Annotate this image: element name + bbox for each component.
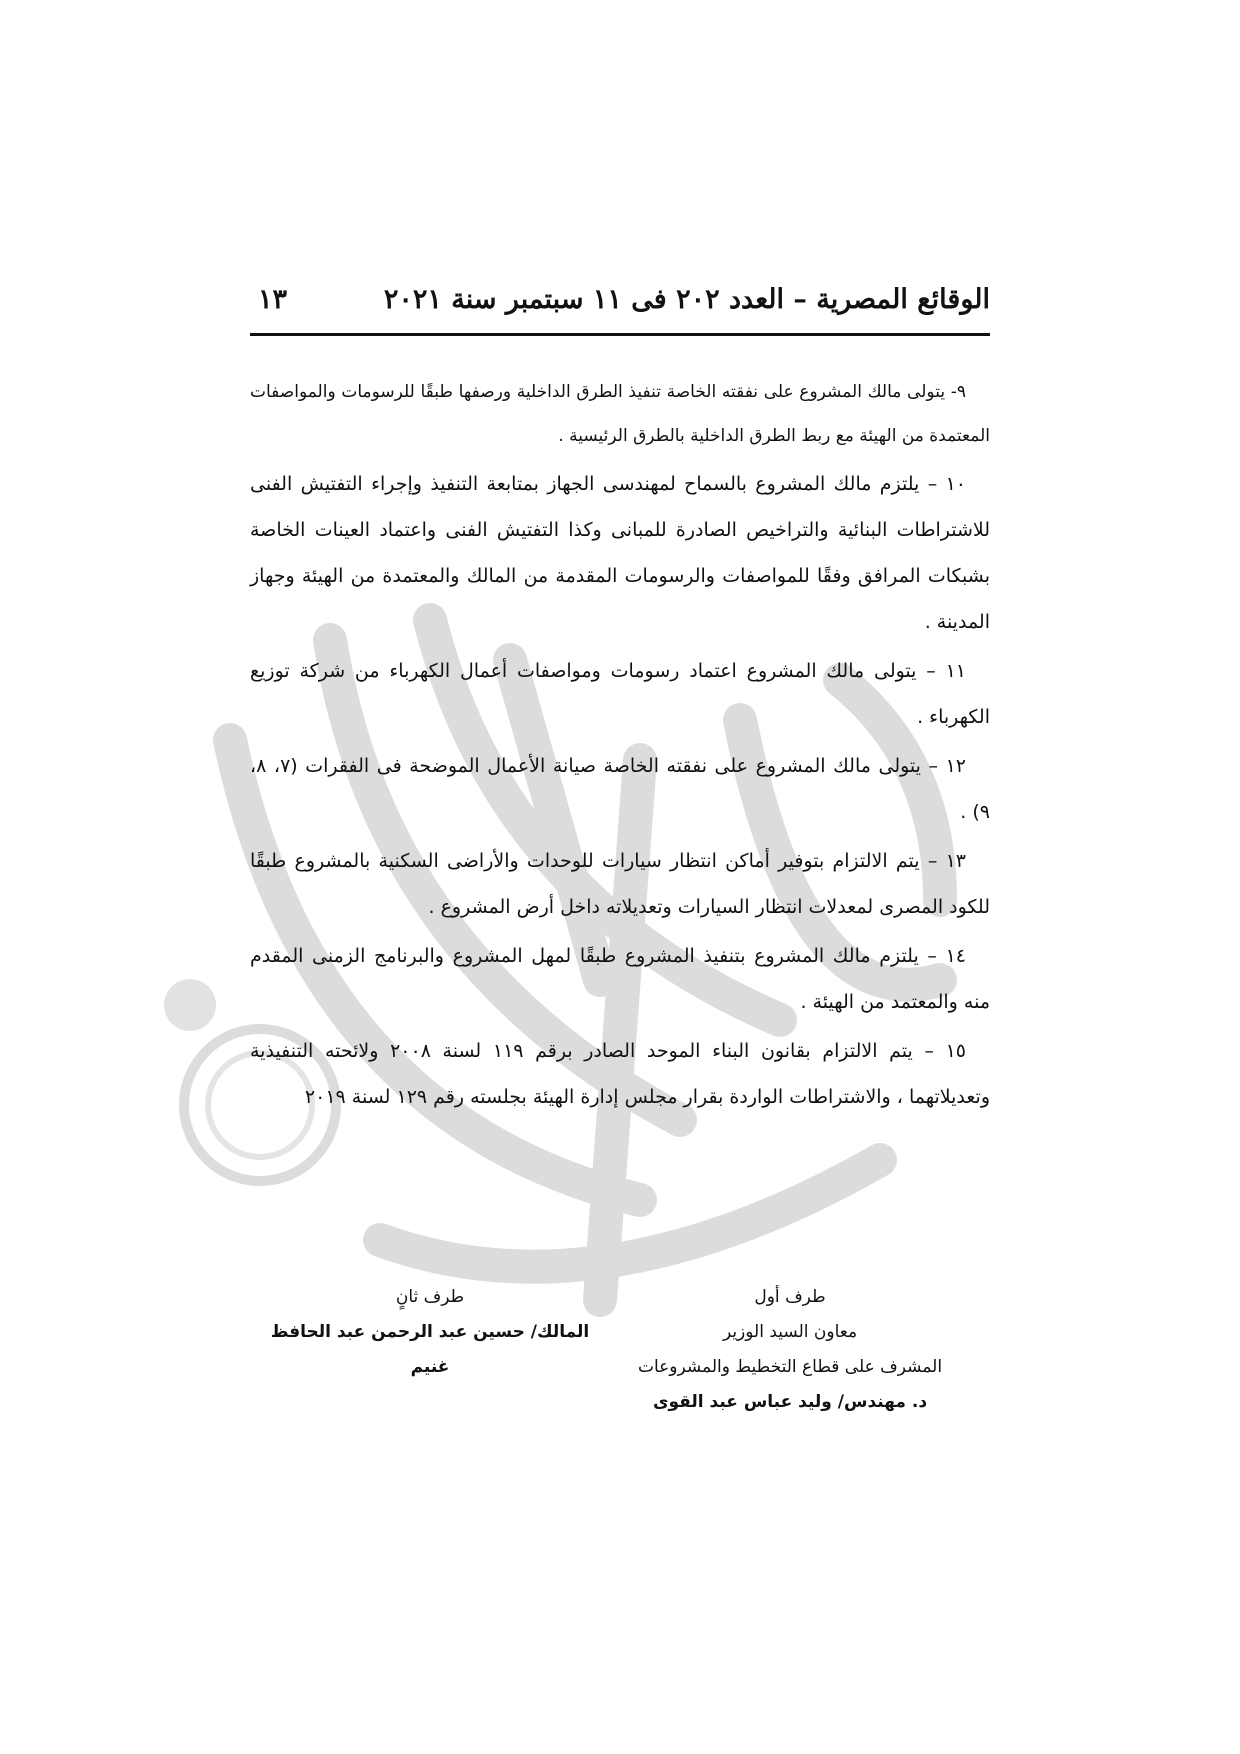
page-header bbox=[250, 278, 990, 328]
first-party-signature bbox=[590, 1280, 990, 1420]
document-body bbox=[250, 370, 990, 1123]
clause-text: ١٠ – يلتزم مالك المشروع بالسماح لمهندسى الجهاز بمتابعة التنفيذ وإجراء التفتيش الفنى للاشتراطات البنائية والتراخيص الصادرة للمبانى وكذا التفتيش الفنى واعتماد العينات الخاصة بشبكات المرافق وفقًا للمواصفات والرسومات المقدمة من المالك والمعتمدة من الهيئة وجهاز المدينة . bbox=[250, 473, 990, 633]
second-party-label: طرف ثانٍ bbox=[395, 1287, 465, 1307]
clause-12 bbox=[250, 743, 990, 835]
page-number: ١٣ bbox=[258, 284, 288, 315]
clause-13 bbox=[250, 838, 990, 930]
first-party-label: طرف أول bbox=[754, 1287, 826, 1307]
clause-text: ١٢ – يتولى مالك المشروع على نفقته الخاصة صيانة الأعمال الموضحة فى الفقرات (٧، ٨، ٩) . bbox=[250, 755, 990, 823]
clause-text: ٩- يتولى مالك المشروع على نفقته الخاصة تنفيذ الطرق الداخلية ورصفها طبقًا للرسومات والمواصفات المعتمدة من الهيئة مع ربط الطرق الداخلية بالطرق الرئيسية . bbox=[250, 382, 990, 446]
first-party-title-2: المشرف على قطاع التخطيط والمشروعات bbox=[637, 1357, 943, 1377]
clause-11 bbox=[250, 648, 990, 740]
clause-10 bbox=[250, 461, 990, 645]
clause-text: ١٤ – يلتزم مالك المشروع بتنفيذ المشروع طبقًا لمهل المشروع والبرنامج الزمنى المقدم منه والمعتمد من الهيئة . bbox=[250, 945, 990, 1013]
signature-block bbox=[250, 1280, 990, 1440]
second-party-signature bbox=[250, 1280, 610, 1385]
clause-15 bbox=[250, 1028, 990, 1120]
header-divider bbox=[250, 333, 990, 336]
clause-9 bbox=[250, 370, 990, 458]
clause-text: ١٥ – يتم الالتزام بقانون البناء الموحد الصادر برقم ١١٩ لسنة ٢٠٠٨ ولائحته التنفيذية وتعديلاتهما ، والاشتراطات الواردة بقرار مجلس إدارة الهيئة بجلسته رقم ١٢٩ لسنة ٢٠١٩ bbox=[250, 1040, 990, 1108]
clause-14 bbox=[250, 933, 990, 1025]
first-party-title-1: معاون السيد الوزير bbox=[722, 1322, 858, 1342]
gazette-title: الوقائع المصرية – العدد ٢٠٢ فى ١١ سبتمبر سنة ٢٠٢١ bbox=[383, 284, 990, 315]
clause-text: ١٣ – يتم الالتزام بتوفير أماكن انتظار سيارات للوحدات والأراضى السكنية بالمشروع طبقًا للكود المصرى لمعدلات انتظار السيارات وتعديلاته داخل أرض المشروع . bbox=[250, 850, 990, 918]
clause-text: ١١ – يتولى مالك المشروع اعتماد رسومات ومواصفات أعمال الكهرباء من شركة توزيع الكهرباء . bbox=[250, 660, 990, 728]
second-party-name: المالك/ حسين عبد الرحمن عبد الحافظ غنيم bbox=[270, 1322, 590, 1377]
first-party-name: د. مهندس/ وليد عباس عبد القوى bbox=[652, 1392, 928, 1412]
